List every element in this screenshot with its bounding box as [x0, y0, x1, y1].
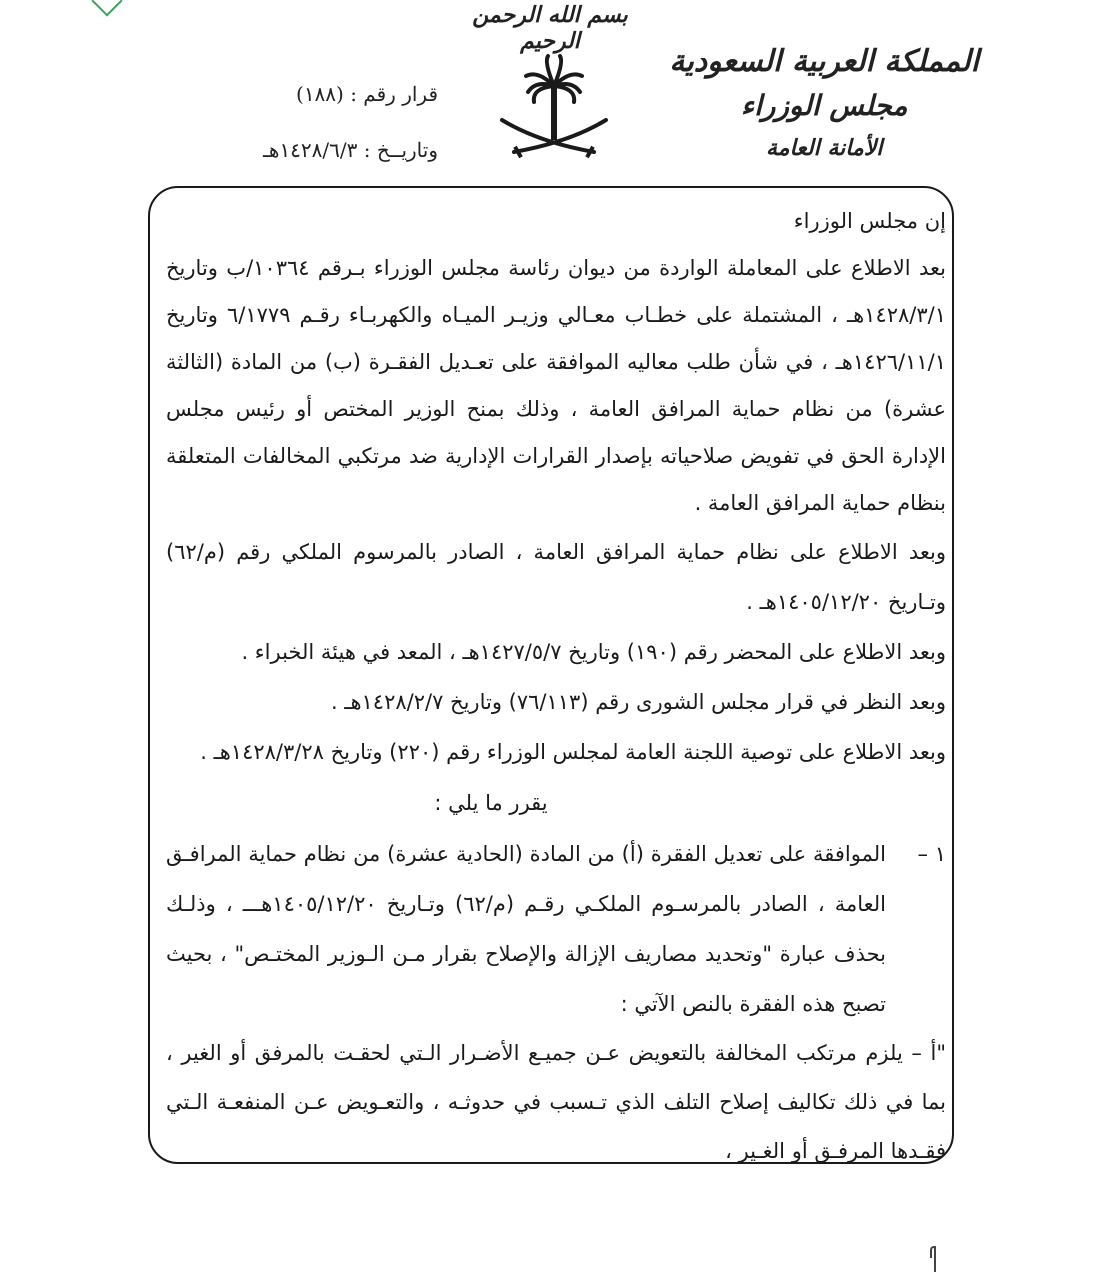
- page-mark: [934, 1246, 938, 1272]
- secretariat-title: الأمانة العامة: [765, 135, 883, 161]
- letterhead: [669, 40, 979, 168]
- item-text: الموافقة على تعديل الفقرة (أ) من المادة (الحادية عشرة) من نظام حماية المرافـق العامة ، الصادر بالمرسـوم الملكـي رقـم (م/٦٢) وتـاريخ ١٤٠٥/١٢/٢٠هـــ ، وذلـك بحذف عبارة "وتحديد مصاريف الإزالة والإصلاح بقرار مـن الـوزير المختـص" ، بحيث تصبح هذه الفقرة بالنص الآتي :: [166, 842, 886, 1016]
- kingdom-title: المملكة العربية السعودية: [669, 44, 979, 79]
- paragraph-1: بعد الاطلاع على المعاملة الواردة من ديوان رئاسة مجلس الوزراء بـرقم ١٠٣٦٤/ب وتاريخ ١٤٢٨/٣/١هـ ، المشتملة على خطـاب معـالي وزيـر الميـاه والكهربـاء رقـم ٦/١٧٧٩ وتاريخ ١٤٢٦/١١/١هـ ، في شأن طلب معاليه الموافقة على تعـديل الفقـرة (ب) من المادة (الثالثة عشرة) من نظام حماية المرافق العامة ، وذلك بمنح الوزير المختص أو رئيس مجلس الإدارة الحق في تفويض صلاحياته بإصدار القرارات الإدارية ضد مرتكبي المخالفات المتعلقة بنظام حماية المرافق العامة .: [166, 256, 947, 515]
- decision-number: قرار رقم : (١٨٨): [296, 82, 438, 106]
- list-item: [166, 829, 946, 1029]
- decides-heading: يقرر ما يلي :: [434, 791, 548, 815]
- paragraph-2: وبعد الاطلاع على نظام حماية المرافق العامة ، الصادر بالمرسوم الملكي رقم (م/٦٢) وتـاريخ ١٤٠٥/١٢/٢٠هـ .: [166, 540, 946, 614]
- corner-mark: [91, 0, 122, 17]
- basmala: بسم الله الرحمن الرحيم: [472, 2, 628, 54]
- saudi-emblem-icon: [498, 50, 610, 162]
- paragraph-3: وبعد الاطلاع على المحضر رقم (١٩٠) وتاريخ ١٤٢٧/٥/٧هـ ، المعد في هيئة الخبراء .: [241, 640, 946, 664]
- paragraph-4: وبعد النظر في قرار مجلس الشورى رقم (٧٦/١١٣) وتاريخ ١٤٢٨/٢/٧هـ .: [330, 690, 946, 714]
- decision-date: وتاريــخ : ١٤٢٨/٦/٣هـ: [263, 138, 438, 162]
- council-title: مجلس الوزراء: [740, 89, 908, 122]
- intro-line: إن مجلس الوزراء: [793, 209, 946, 233]
- item-number: ١ –: [917, 842, 946, 866]
- paragraph-5: وبعد الاطلاع على توصية اللجنة العامة لمجلس الوزراء رقم (٢٢٠) وتاريخ ١٤٢٨/٣/٢٨هـ .: [200, 740, 946, 764]
- decision-info: [188, 66, 438, 178]
- quoted-clause: "أ – يلزم مرتكب المخالفة بالتعويض عـن جميـع الأضـرار الـتي لحقـت بالمرفق أو الغير ، بما في ذلك تكاليف إصلاح التلف الذي تـسبب في حدوثـه ، والتعـويض عـن المنفعـة الـتي فقـدها المرفـق أو الغـير ،: [166, 1041, 946, 1163]
- decision-body: [166, 198, 946, 1176]
